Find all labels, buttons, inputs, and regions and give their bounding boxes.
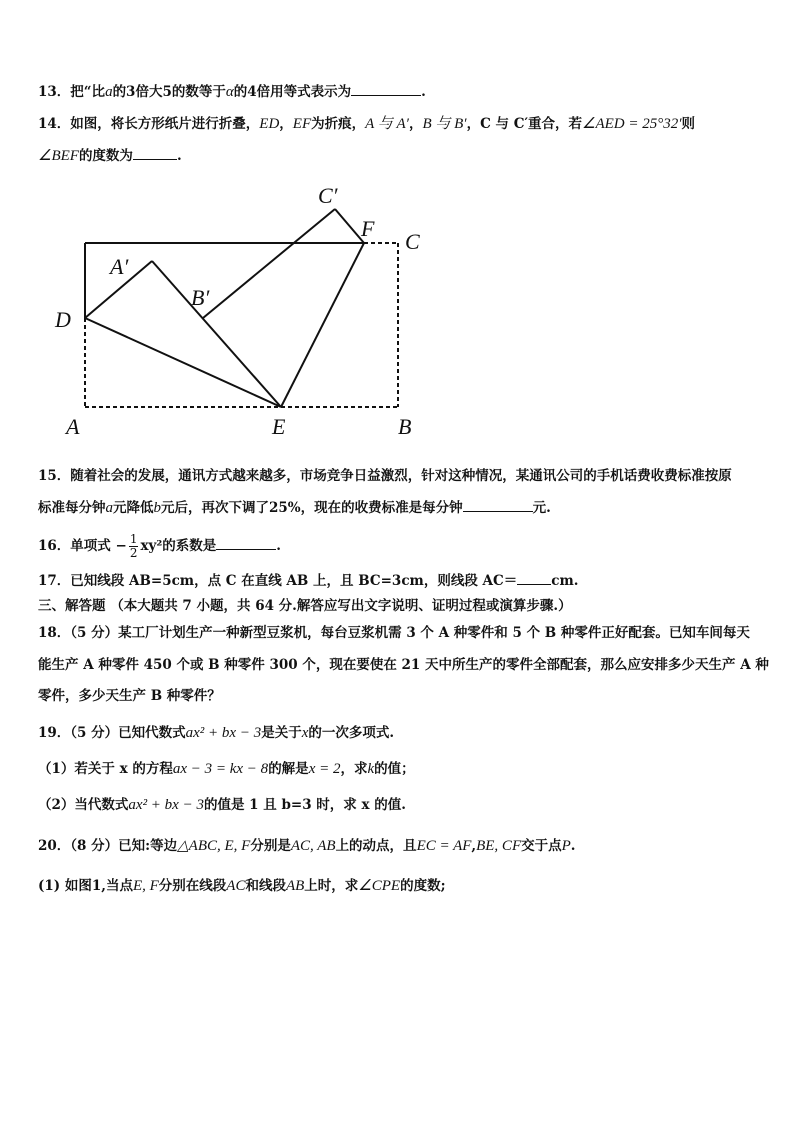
- question-text: 分别是: [250, 838, 291, 854]
- question-text: 的值是 1 且 b=3 时，求 x 的值.: [203, 797, 406, 813]
- question-text: （8 分）已知:等边: [70, 838, 178, 854]
- question-text: 是关于: [261, 725, 302, 741]
- question-text: （1）若关于 x 的方程: [38, 761, 173, 777]
- question-text: 和线段: [245, 878, 286, 894]
- question-text: 分别在线段: [158, 878, 227, 894]
- question-number: 16．: [38, 538, 71, 554]
- section-heading: [38, 596, 572, 616]
- label-c-prime: C′: [318, 183, 338, 208]
- math-expression: ∠BEF: [38, 148, 79, 164]
- answer-blank: [351, 81, 421, 96]
- fold-line-ef: [281, 243, 364, 407]
- label-b: B: [398, 414, 412, 439]
- math-variable: k: [367, 761, 375, 777]
- segment-c-prime-f: [335, 209, 364, 243]
- segment-b-prime-c-prime: [203, 209, 335, 318]
- question-text: 把“比: [70, 84, 106, 100]
- question-number: 17．: [38, 573, 71, 589]
- question-text: ，: [466, 116, 481, 132]
- question-text: 的4倍用等式表示为: [233, 84, 352, 100]
- question-15-line2: [38, 497, 551, 518]
- question-text: 为折痕，: [311, 116, 366, 132]
- question-text: 随着社会的发展，通讯方式越来越多，市场竞争日益激烈，针对这种情况，某通讯公司的手机话费收费标准按原: [70, 468, 732, 484]
- answer-blank: [216, 535, 276, 550]
- question-text: 的度数;: [400, 878, 446, 894]
- question-text: 的度数为: [78, 148, 133, 164]
- question-text: 能生产 A 种零件 450 个或 B 种零件 300 个，现在要使在 21 天中所生产的零件全部配套，那么应安排多少天生产 A 种: [38, 657, 769, 673]
- math-expression: E, F: [132, 878, 159, 894]
- math-expression: B 与 B′: [422, 116, 467, 132]
- question-15: [38, 466, 732, 486]
- question-text: .: [176, 148, 182, 164]
- math-expression: AC, AB: [290, 838, 336, 854]
- math-expression: xy²: [140, 538, 163, 554]
- answer-blank: [463, 497, 533, 512]
- question-text: .: [570, 838, 576, 854]
- question-text: 交于点: [521, 838, 562, 854]
- segment-a-prime-e: [152, 261, 281, 407]
- question-text: 如图，将长方形纸片进行折叠，: [70, 116, 260, 132]
- fraction-denominator: 2: [129, 546, 138, 560]
- question-20: [38, 836, 575, 856]
- question-20-part1: [38, 876, 446, 896]
- question-text: cm.: [551, 573, 579, 589]
- label-b-prime: B′: [191, 285, 210, 310]
- label-d: D: [55, 307, 71, 332]
- question-text: （5 分）某工厂计划生产一种新型豆浆机，每台豆浆机需 3 个 A 种零件和 5 个 B 种零件正好配套。已知车间每天: [70, 625, 750, 641]
- question-text: (1) 如图1,当点: [38, 878, 133, 894]
- question-text: 上的动点，且: [335, 838, 417, 854]
- question-text: .: [276, 538, 281, 554]
- question-16: [38, 533, 281, 560]
- question-text: 元后，再次下调了25%，现在的收费标准是每分钟: [161, 500, 463, 516]
- math-variable: x: [301, 725, 309, 741]
- question-text: （2）当代数式: [38, 797, 129, 813]
- math-expression: ∠AED = 25°32′: [582, 116, 682, 132]
- math-expression: x = 2: [308, 761, 341, 777]
- question-19: [38, 723, 394, 743]
- question-text: ，: [408, 116, 423, 132]
- question-text: ,: [471, 838, 477, 854]
- label-f: F: [361, 216, 375, 241]
- fraction: [129, 533, 139, 560]
- question-number: 13．: [38, 84, 71, 100]
- math-variable: P: [561, 838, 571, 854]
- answer-blank: [517, 570, 551, 585]
- question-text: 的3倍大5的数等于: [112, 84, 226, 100]
- math-expression: EC = AF: [416, 838, 472, 854]
- math-expression: A 与 A′: [365, 116, 409, 132]
- math-variable: a: [105, 500, 113, 516]
- fold-line-ed: [85, 318, 281, 407]
- label-a-prime: A′: [110, 254, 129, 279]
- answer-blank: [133, 145, 177, 160]
- fraction-numerator: 1: [129, 532, 138, 546]
- question-text: 的系数是: [162, 538, 217, 554]
- label-e: E: [272, 414, 286, 439]
- question-19-part1: [38, 759, 415, 779]
- question-text: ，求: [340, 761, 368, 777]
- question-number: 18．: [38, 625, 71, 641]
- label-c: C: [405, 229, 420, 254]
- math-expression: ∠CPE: [358, 878, 401, 894]
- question-18-line2: [38, 655, 769, 675]
- math-expression: EF: [292, 116, 312, 132]
- math-expression: ax² + bx − 3: [185, 725, 262, 741]
- math-variable: b: [153, 500, 161, 516]
- math-expression: BE, CF: [476, 838, 522, 854]
- question-text: 标准每分钟: [38, 500, 106, 516]
- math-expression: ax² + bx − 3: [128, 797, 204, 813]
- question-text: 则: [681, 116, 696, 132]
- question-number: 15．: [38, 468, 71, 484]
- question-number: 19．: [38, 725, 71, 741]
- question-text: 已知线段 AB=5cm，点 C 在直线 AB 上，且 BC=3cm，则线段 AC＝: [70, 573, 518, 589]
- folded-rectangle-figure: [0, 170, 794, 445]
- question-text: C 与 C′重合，若: [480, 116, 583, 132]
- question-19-part2: [38, 795, 406, 815]
- question-text: 元降低: [113, 500, 154, 516]
- question-18-line3: [38, 686, 221, 706]
- math-expression: △ABC, E, F: [177, 838, 251, 854]
- math-expression: AC: [226, 878, 246, 894]
- question-text: 零件，多少天生产 B 种零件？: [38, 688, 221, 704]
- math-variable: a: [105, 84, 113, 100]
- math-expression: ax − 3 = kx − 8: [172, 761, 269, 777]
- question-text: .: [421, 84, 426, 100]
- section-heading-text: 三、解答题 （本大题共 7 小题，共 64 分.解答应写出文字说明、证明过程或演算步骤.）: [38, 598, 572, 614]
- question-text: 元.: [532, 500, 551, 516]
- question-text: 单项式 −: [70, 538, 127, 554]
- question-14-line2: [38, 145, 182, 166]
- question-18: [38, 623, 750, 643]
- question-text: ，: [279, 116, 293, 132]
- question-13: [38, 81, 426, 102]
- math-expression: ED: [259, 116, 280, 132]
- question-number: 20．: [38, 838, 71, 854]
- question-text: 的值；: [374, 761, 415, 777]
- math-expression: AB: [285, 878, 305, 894]
- question-text: （5 分）已知代数式: [70, 725, 186, 741]
- question-text: 的解是: [268, 761, 309, 777]
- math-variable: α: [225, 84, 234, 100]
- question-14: [38, 114, 695, 134]
- question-text: 的一次多项式.: [308, 725, 395, 741]
- question-number: 14．: [38, 116, 71, 132]
- question-text: 上时，求: [304, 878, 359, 894]
- label-a: A: [66, 414, 80, 439]
- question-17: [38, 570, 578, 591]
